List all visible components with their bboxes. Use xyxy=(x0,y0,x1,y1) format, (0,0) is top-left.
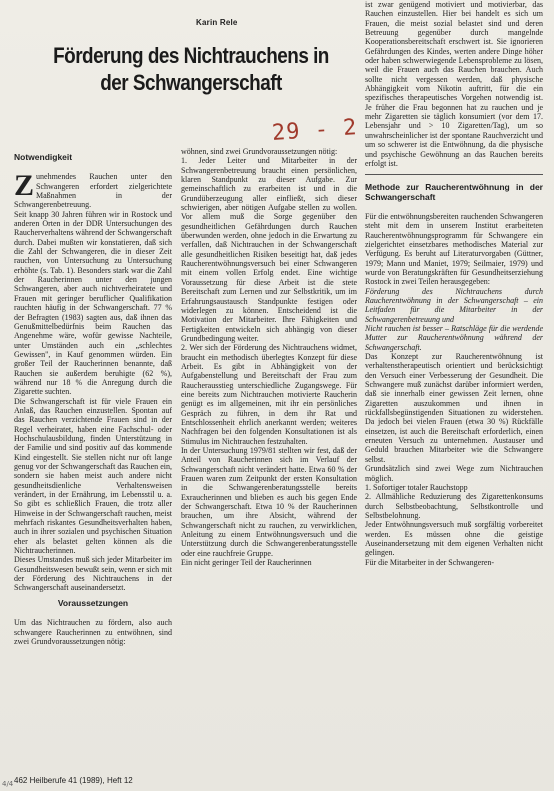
paragraph: Seit knapp 30 Jahren führen wir in Rostock und anderen Orten in der DDR Untersuchungen des Raucherverhaltens während der Schwangerschaft durch. Dabei mußten wir konstatieren, daß sich die Zahl der Schwangeren, die in dieser Zeit rauchen, von Untersuchung zu Untersuchung erhöhte (s. Tab. 1). Besonders stark war die Zahl der Raucherinnen unter den jungen Schwangeren, aber auch nichtverheiratete und Frauen mit geringer beruflicher Qualifikation rauchten häufig in der Schwangerschaft. 77 % der Befragten (1983) sagten aus, daß ihnen das Genußmittelbedürfnis beim Rauchen das Angenehme wäre, wofür gewisse Nachteile, unter Umständen auch ein „schlechtes Gewissen", in Kauf genommen würden. Ein großer Teil der Raucherinnen benannte, daß Rauchen sie außerdem beruhigte (62 %), während nur 18 % die Anregung durch die Zigarette suchten. xyxy=(14,209,172,397)
paragraph: Förderung des Nichtrauchens durch Raucherentwöhnung in der Schwangerschaft – ein Leitfaden für die Mitarbeiter in der Schwangerenbetreuung und xyxy=(365,286,543,324)
text-column-2 xyxy=(181,147,357,772)
paragraph: ist zwar genügend motiviert und motivierbar, das Rauchen einzustellen. Hier bei handelt es sich um Frauen, die meist sozial belastet sind und deren Betreuung gegenüber durch mangelnde Kooperationsbereitschaft erschwert ist. Sie ignorieren Gefährdungen des Kindes, werten andere Dinge höher oder haben schwerwiegende Lebensprobleme zu lösen, weil die Frauen auch das Rauchen brauchen. Auch sollte nicht vergessen werden, daß physische Abhängigkeit vom Nikotin auftritt, für die ein spezifisches therapeutisches Vorgehen notwendig ist. Je früher die Frau begonnen hat zu rauchen und je mehr Zigaretten sie täglich konsumiert (vor dem 17. Lebensjahr und > 10 Zigaretten/Tag), um so unwahrscheinlicher ist der spontane Rauchverzicht und um so schwerer ist die Entwöhnung, da die physische und psychische Gewöhnung an das Rauchen bereits erfolgt ist. xyxy=(365,0,543,168)
paragraph: Zunehmendes Rauchen unter den Schwangeren erfordert zielgerichtete Maßnahmen in der Schwangerenbetreuung. xyxy=(14,169,172,210)
paragraph: Jeder Entwöhnungsversuch muß sorgfältig vorbereitet werden. Es müssen ohne die geistige Auseinandersetzung mit dem eigenen Verhalten nicht gelingen. xyxy=(365,520,543,558)
author-name: Karin Rele xyxy=(196,18,238,27)
paragraph: Die Schwangerschaft ist für viele Frauen ein Anlaß, das Rauchen einzustellen. Spontan auf das Rauchen verzichtende Frauen sind in der Regel verheiratet, haben eine Fachschul- oder Hochschulausbildung, finden Unterstützung in der Familie und sind positiv auf das kommende Kind eingestellt. Sie stellen nicht nur oft lange genug vor der Schwangerschaft das Rauchen ein, sondern sie haben meist auch andere nicht gesundheitsdienliche Verhaltensweisen verändert, in der Ernährung, im Lebensstil u. a. So gibt es schließlich Frauen, die trotz aller Hinweise in der Schwangerschaft rauchen, meist mehrfach riskantes Gesundheitsverhalten haben, auch in ihrer sozialen und psychischen Situation eher als belastet gelten können als die Nichtraucherinnen. xyxy=(14,396,172,556)
drop-cap: Z xyxy=(14,169,35,203)
paragraph: Nicht rauchen ist besser – Ratschläge für die werdende Mutter zur Raucherentwöhnung während der Schwangerschaft. xyxy=(365,324,543,352)
paragraph: Dieses Umstandes muß sich jeder Mitarbeiter im Gesundheitswesen bewußt sein, wenn er sich mit der Förderung des Nichtrauchens in der Schwangerschaft auseinandersetzt. xyxy=(14,555,172,593)
paragraph: Für die entwöhnungsbereiten rauchenden Schwangeren steht mit dem in unserem Institut erarbeiteten Raucherentwöhnungsprogramm für Schwangere ein zielgerichtet einsetzbares methodisches Material zur Verfügung. Es beruht auf Literaturvorgaben (Güttner, 1979; Mann und Maniet, 1979; Seilmaier, 1979) und wurde von Beratungskräften für Gesundheitserziehung Rostock in zwei Teilen herausgegeben: xyxy=(365,211,543,287)
handwritten-note: 29 - 2 xyxy=(271,115,359,146)
paragraph: 2. Wer sich der Förderung des Nichtrauchens widmet, braucht ein methodisch überlegtes Konzept für diese Arbeit. Es gibt in Abhängigkeit von der Aufgabenstellung und Bereitschaft der Frau zum Raucherausstieg unterschiedliche Zugangswege. Für eine bereits zum Nichtrauchen motivierte Raucherin genügt es im allgemeinen, mit ihr ein persönliches Gespräch zu führen, in dem ihr Rat und Entschlossenheit ehrlich anerkannt werden; weiteres Nachfragen bei den folgenden Konsultationen ist als Stimulus im Nichtrauchen festzuhalten. xyxy=(181,343,357,446)
paragraph: In der Untersuchung 1979/81 stellten wir fest, daß der Anteil von Raucherinnen sich im Verlauf der Schwangerschaft nicht verändert hatte. Etwa 60 % der Frauen waren zum Zeitpunkt der ersten Konsultation in die Schwangerenberatungsstelle bereits Exraucherinnen und blieben es auch bis gegen Ende der Schwangerschaft. Etwa 10 % der Raucherinnen brauchen, um ihre Absicht, während der Schwangerschaft nicht zu rauchen, zu verwirklichen, Anleitung zu einem Entwöhnungsversuch und die Unterstützung durch die Schwangerenberatungsstelle oder eine rauchfreie Gruppe. xyxy=(181,446,357,558)
corner-mark: 4/4 xyxy=(2,780,14,788)
section-divider xyxy=(365,174,543,175)
paragraph: wöhnen, sind zwei Grundvoraussetzungen nötig: xyxy=(181,147,338,156)
page-footer: 462 Heilberufe 41 (1989), Heft 12 xyxy=(14,776,133,785)
paragraph: 2. Allmähliche Reduzierung des Zigarettenkonsums durch Selbstbeobachtung, Selbstkontrolle und Selbstbelohnung. xyxy=(365,492,543,520)
paragraph: Ein nicht geringer Teil der Raucherinnen xyxy=(181,558,312,568)
paragraph: Grundsätzlich sind zwei Wege zum Nichtrauchen möglich. xyxy=(365,464,543,483)
text-column-1 xyxy=(14,147,172,772)
article-title: Förderung des Nichtrauchens in der Schwangerschaft xyxy=(53,43,329,95)
section-heading-voraussetzungen: Voraussetzungen xyxy=(57,597,129,608)
section-heading-methode: Methode zur Raucherentwöhnung in der Schwangerschaft xyxy=(365,182,543,202)
section-heading-notwendigkeit: Notwendigkeit xyxy=(14,152,73,162)
paragraph: 1. Jeder Leiter und Mitarbeiter in der Schwangerenbetreuung braucht einen persönlichen, klaren Standpunkt zu dieser Aufgabe. Zur gemeinschaftlich zu erarbeiten ist und in die Grundüberzeugung aller einfließt, sich dieser schwierigen, aber nötigen Aufgabe stellen zu wollen. Vor allem muß die Sorge gegenüber den gesundheitlichen Gefährdungen durch Rauchen überwunden werden, ohne jedoch in die Erwartung zu verfallen, daß Nichtrauchen in der Schwangerschaft alle gesundheitlichen Risiken beseitigt hat, daß jedes Raucherentwöhnungsversuch bei einer Schwangeren mit einem vollen Erfolg endet. Eine wichtige Voraussetzung für diese Arbeit ist die stete Bereitschaft zum Lernen und zur Selbstkritik, um im Erfahrungsaustausch Standpunkte festigen oder widerlegen zu können. Entscheidend ist die Motivation der Mitarbeiter. Ihre Fähigkeiten und Fertigkeiten entwickeln sich abhängig von dieser Grundbedingung weiter. xyxy=(181,156,357,343)
paragraph: 1. Sofortiger totaler Rauchstopp xyxy=(365,482,468,492)
paragraph: Das Konzept zur Raucherentwöhnung ist verhaltenstherapeutisch orientiert und berücksichtigt den Versuch einer Verbesserung der Gesundheit. Die Schwangere muß zunächst darüber informiert werden, daß sie innerhalb einer gewissen Zeit lernen, ohne Zigaretten auszukommen und ihnen in rückfallsbegünstigenden Situationen zu widerstehen. Da jedoch bei vielen Frauen (etwa 30 %) Rückfälle einsetzen, ist auch die Bereitschaft erforderlich, einen erneuten Versuch zu unternehmen. Austauser und Geduld brauchen Mitarbeiter wie die Schwangere selbst. xyxy=(365,352,543,464)
paragraph: Um das Nichtrauchen zu fördern, also auch schwangere Raucherinnen zu entwöhnen, sind zwei Grundvoraussetzungen nötig: xyxy=(14,618,172,646)
text-column-3 xyxy=(365,0,543,772)
paragraph: Für die Mitarbeiter in der Schwangeren- xyxy=(365,557,495,567)
